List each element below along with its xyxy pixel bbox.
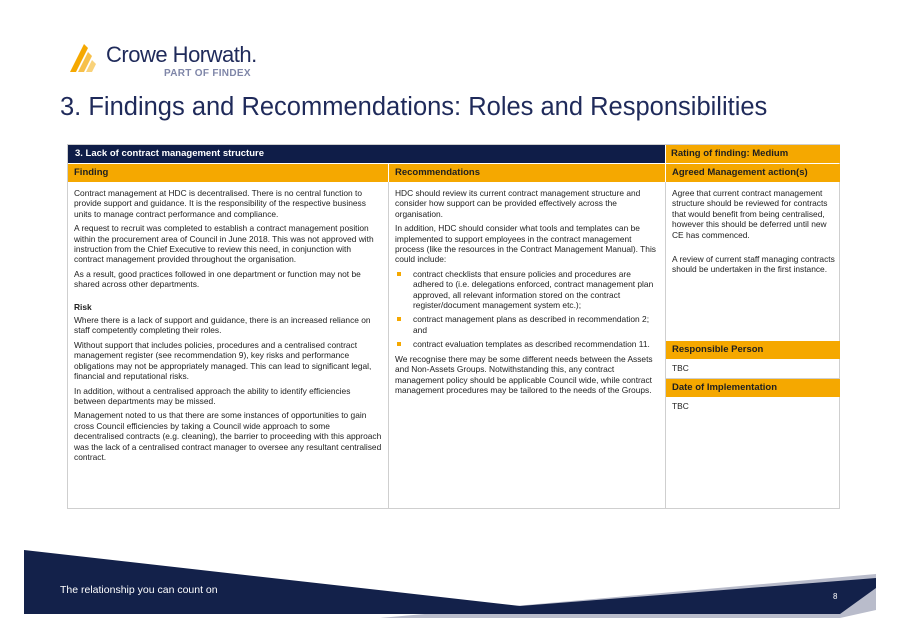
responsible-person-header: Responsible Person [666,341,840,359]
recommendation-list [395,269,659,350]
date-of-implementation-header: Date of Implementation [666,379,840,397]
risk-paragraph: In addition, without a centralised approach the ability to identify efficiencies between departments may be missed. [74,385,351,406]
footer-tagline: The relationship you can count on [60,584,218,596]
crowe-wing-icon [68,40,104,74]
list-item-text: contract management plans as described in recommendation 2; and [413,314,650,335]
agreed-action-cell [672,188,836,279]
list-item-text: contract evaluation templates as described recommendation 11. [413,339,650,350]
agreed-action-column-header: Agreed Management action(s) [666,164,840,182]
page-title: 3. Findings and Recommendations: Roles and Responsibilities [60,93,768,121]
finding-paragraph: A request to recruit was completed to establish a contract management position within the procurement area of Council in June 2018. This was not approved with instruction from the Chief Executive to review this need, in conjunction with contract management provided throughout the organisation. [74,223,374,265]
list-item [395,339,659,349]
page-number: 8 [833,592,838,601]
finding-column-header: Finding [68,164,388,182]
recommendation-paragraph: We recognise there may be some different needs between the Assets and Non-Assets Groups. Notwithstanding this, any contract management policy should be applicable Council wide, while contract management procedures may be tailored to the needs of the Groups. [395,353,653,395]
recommendation-paragraph: HDC should review its current contract management structure and consider how support can be provided effectively across the organisation. [395,188,641,219]
finding-cell [74,188,382,466]
footer-band [0,548,901,618]
recommendations-cell [395,188,659,399]
square-bullet-icon [397,272,401,276]
agreed-action-paragraph: Agree that current contract management structure should be reviewed for contracts that would benefit from being centralised, however this should be deferred until new CE has commenced. [672,188,828,240]
risk-paragraph: Management noted to us that there are some instances of opportunities to gain cross Council efficiencies by taking a Council wide approach to some decentralised contracts (e.g. cleaning), the barrier to proceeding with this approach was the lack of a centralised contract manager to oversee any resultant centralised contract. [74,410,382,462]
responsible-person-value: TBC [672,363,689,373]
rating-badge: Rating of finding: Medium [666,145,840,163]
date-of-implementation-value: TBC [672,401,689,411]
column-divider [388,182,389,508]
risk-paragraph: Where there is a lack of support and guidance, there is an increased reliance on staff competently completing their roles. [74,315,371,336]
brand-name: Crowe Horwath. [106,42,257,67]
list-item-text: contract checklists that ensure policies and procedures are adhered to (i.e. delegations enforced, contract management plan approved, all relevant information stored on the contract register/document management system etc.); [413,268,654,311]
finding-paragraph: Contract management at HDC is decentralised. There is no central function to provide support and guidance. It is the responsibility of the respective business units to manage contract performance and compliance. [74,188,366,219]
agreed-action-paragraph: A review of current staff managing contracts should be undertaken in the first instance. [672,254,835,275]
footer-navy-band [24,550,876,614]
section-header: 3. Lack of contract management structure [68,145,665,163]
company-logo [68,38,268,88]
recommendations-column-header: Recommendations [389,164,665,182]
square-bullet-icon [397,317,401,321]
square-bullet-icon [397,342,401,346]
recommendation-paragraph: In addition, HDC should consider what tools and templates can be implemented to support employees in the contract management process (like the resources in the Contract Management Manual). This could include: [395,223,656,265]
brand-subtitle: PART OF FINDEX [164,68,251,79]
findings-table [67,144,840,509]
risk-heading: Risk [74,301,92,312]
finding-paragraph: As a result, good practices followed in one department or function may not be shared across other departments. [74,268,361,290]
risk-paragraph: Without support that includes policies, procedures and a centralised contract management register (see recommendation 9), key risks and performance obligations may not be appropriately managed. This can lead to significant legal, financial and reputational risks. [74,339,372,382]
list-item [395,314,659,335]
list-item [395,269,659,311]
